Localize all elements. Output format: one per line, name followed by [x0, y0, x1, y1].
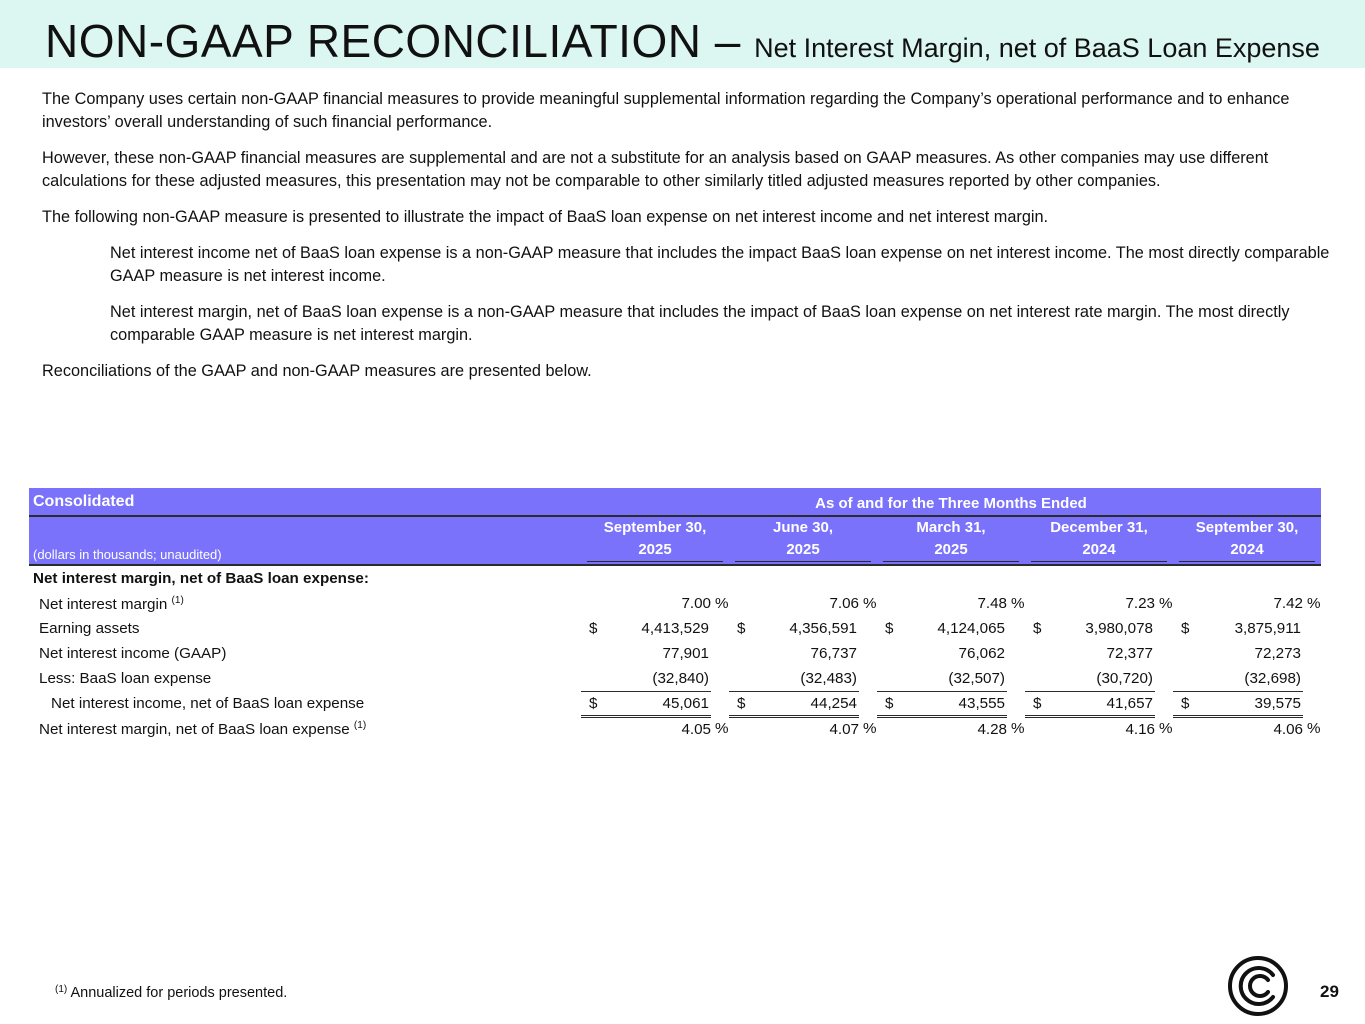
row-label: Net interest margin, net of BaaS loan expense $^{(1)}$ — [39, 719, 367, 738]
title-subtitle: Net Interest Margin, net of BaaS Loan Expense — [754, 33, 1320, 63]
table-units-label: (dollars in thousands; unaudited) — [29, 516, 581, 565]
row-label: Net interest income, net of BaaS loan expense — [51, 695, 365, 712]
table-span-label: As of and for the Three Months Ended — [581, 488, 1321, 516]
intro-paragraph-indented: Net interest income net of BaaS loan expense is a non-GAAP measure that includes the impact BaaS loan expense on net interest income. The most directly comparable GAAP measure is net interest income. — [110, 244, 1330, 285]
table-row: Net interest income (GAAP) 77,901 76,737 76,062 72,377 72,273 — [29, 641, 1321, 666]
intro-text — [42, 88, 1332, 396]
table-section-row — [29, 565, 1321, 591]
page-title — [45, 14, 1320, 68]
page-number: 29 — [1320, 982, 1339, 1001]
column-header: March 31, 2025 — [877, 516, 1025, 565]
column-header: September 30, 2024 — [1173, 516, 1321, 565]
column-header: December 31, 2024 — [1025, 516, 1173, 565]
table-row: Less: BaaS loan expense (32,840) (32,483) (32,507) (30,720) (32,698) — [29, 666, 1321, 691]
title-main: NON-GAAP RECONCILIATION — [45, 15, 702, 67]
company-logo-icon — [1227, 955, 1289, 1017]
reconciliation-table — [29, 488, 1321, 741]
column-header: September 30, 2025 — [581, 516, 729, 565]
row-label: Less: BaaS loan expense — [39, 670, 212, 687]
row-label: Net interest income (GAAP) — [39, 645, 227, 662]
table-header-row — [29, 488, 1321, 516]
row-label: Earning assets — [39, 620, 140, 637]
row-label: Net interest margin $^{(1)}$ — [39, 594, 184, 613]
intro-paragraph-indented: Net interest margin, net of BaaS loan expense is a non-GAAP measure that includes the impact of BaaS loan expense on net interest rate margin. The most directly comparable GAAP measure is net interest margin. — [110, 303, 1290, 344]
section-label: Net interest margin, net of BaaS loan expense: — [33, 570, 369, 587]
intro-paragraph: The Company uses certain non-GAAP financial measures to provide meaningful supplemental information regarding the Company’s operational performance and to enhance investors’ overall understanding of such financial performance. — [42, 90, 1290, 131]
table-group-label: Consolidated — [29, 488, 581, 516]
intro-paragraph: The following non-GAAP measure is presented to illustrate the impact of BaaS loan expense on net interest income and net interest margin. — [42, 208, 1049, 226]
intro-paragraph: However, these non-GAAP financial measures are supplemental and are not a substitute for an analysis based on GAAP measures. As other companies may use different calculations for these adjusted measures, this presentation may not be comparable to other similarly titled adjusted measures reported by other companies. — [42, 149, 1269, 190]
table-row: Net interest margin, net of BaaS loan expense $^{(1)}$ 4.05 % 4.07 % 4.28 % 4.16 % 4.06 % — [29, 716, 1321, 741]
title-dash: – — [701, 15, 755, 67]
table-row: Earning assets $ 4,413,529 $ 4,356,591 $ 4,124,065 $ 3,980,078 $ 3,875,911 — [29, 616, 1321, 641]
table-row: Net interest margin $^{(1)}$ 7.00 % 7.06 % 7.48 % 7.23 % 7.42 % — [29, 591, 1321, 616]
table-row: Net interest income, net of BaaS loan expense $ 45,061 $ 44,254 $ 43,555 $ 41,657 $ 39,575 — [29, 691, 1321, 716]
intro-paragraph: Reconciliations of the GAAP and non-GAAP measures are presented below. — [42, 362, 592, 380]
column-header: June 30, 2025 — [729, 516, 877, 565]
footnote: $^{(1)}$ Annualized for periods presented. — [55, 984, 288, 1001]
table-column-header-row — [29, 516, 1321, 565]
